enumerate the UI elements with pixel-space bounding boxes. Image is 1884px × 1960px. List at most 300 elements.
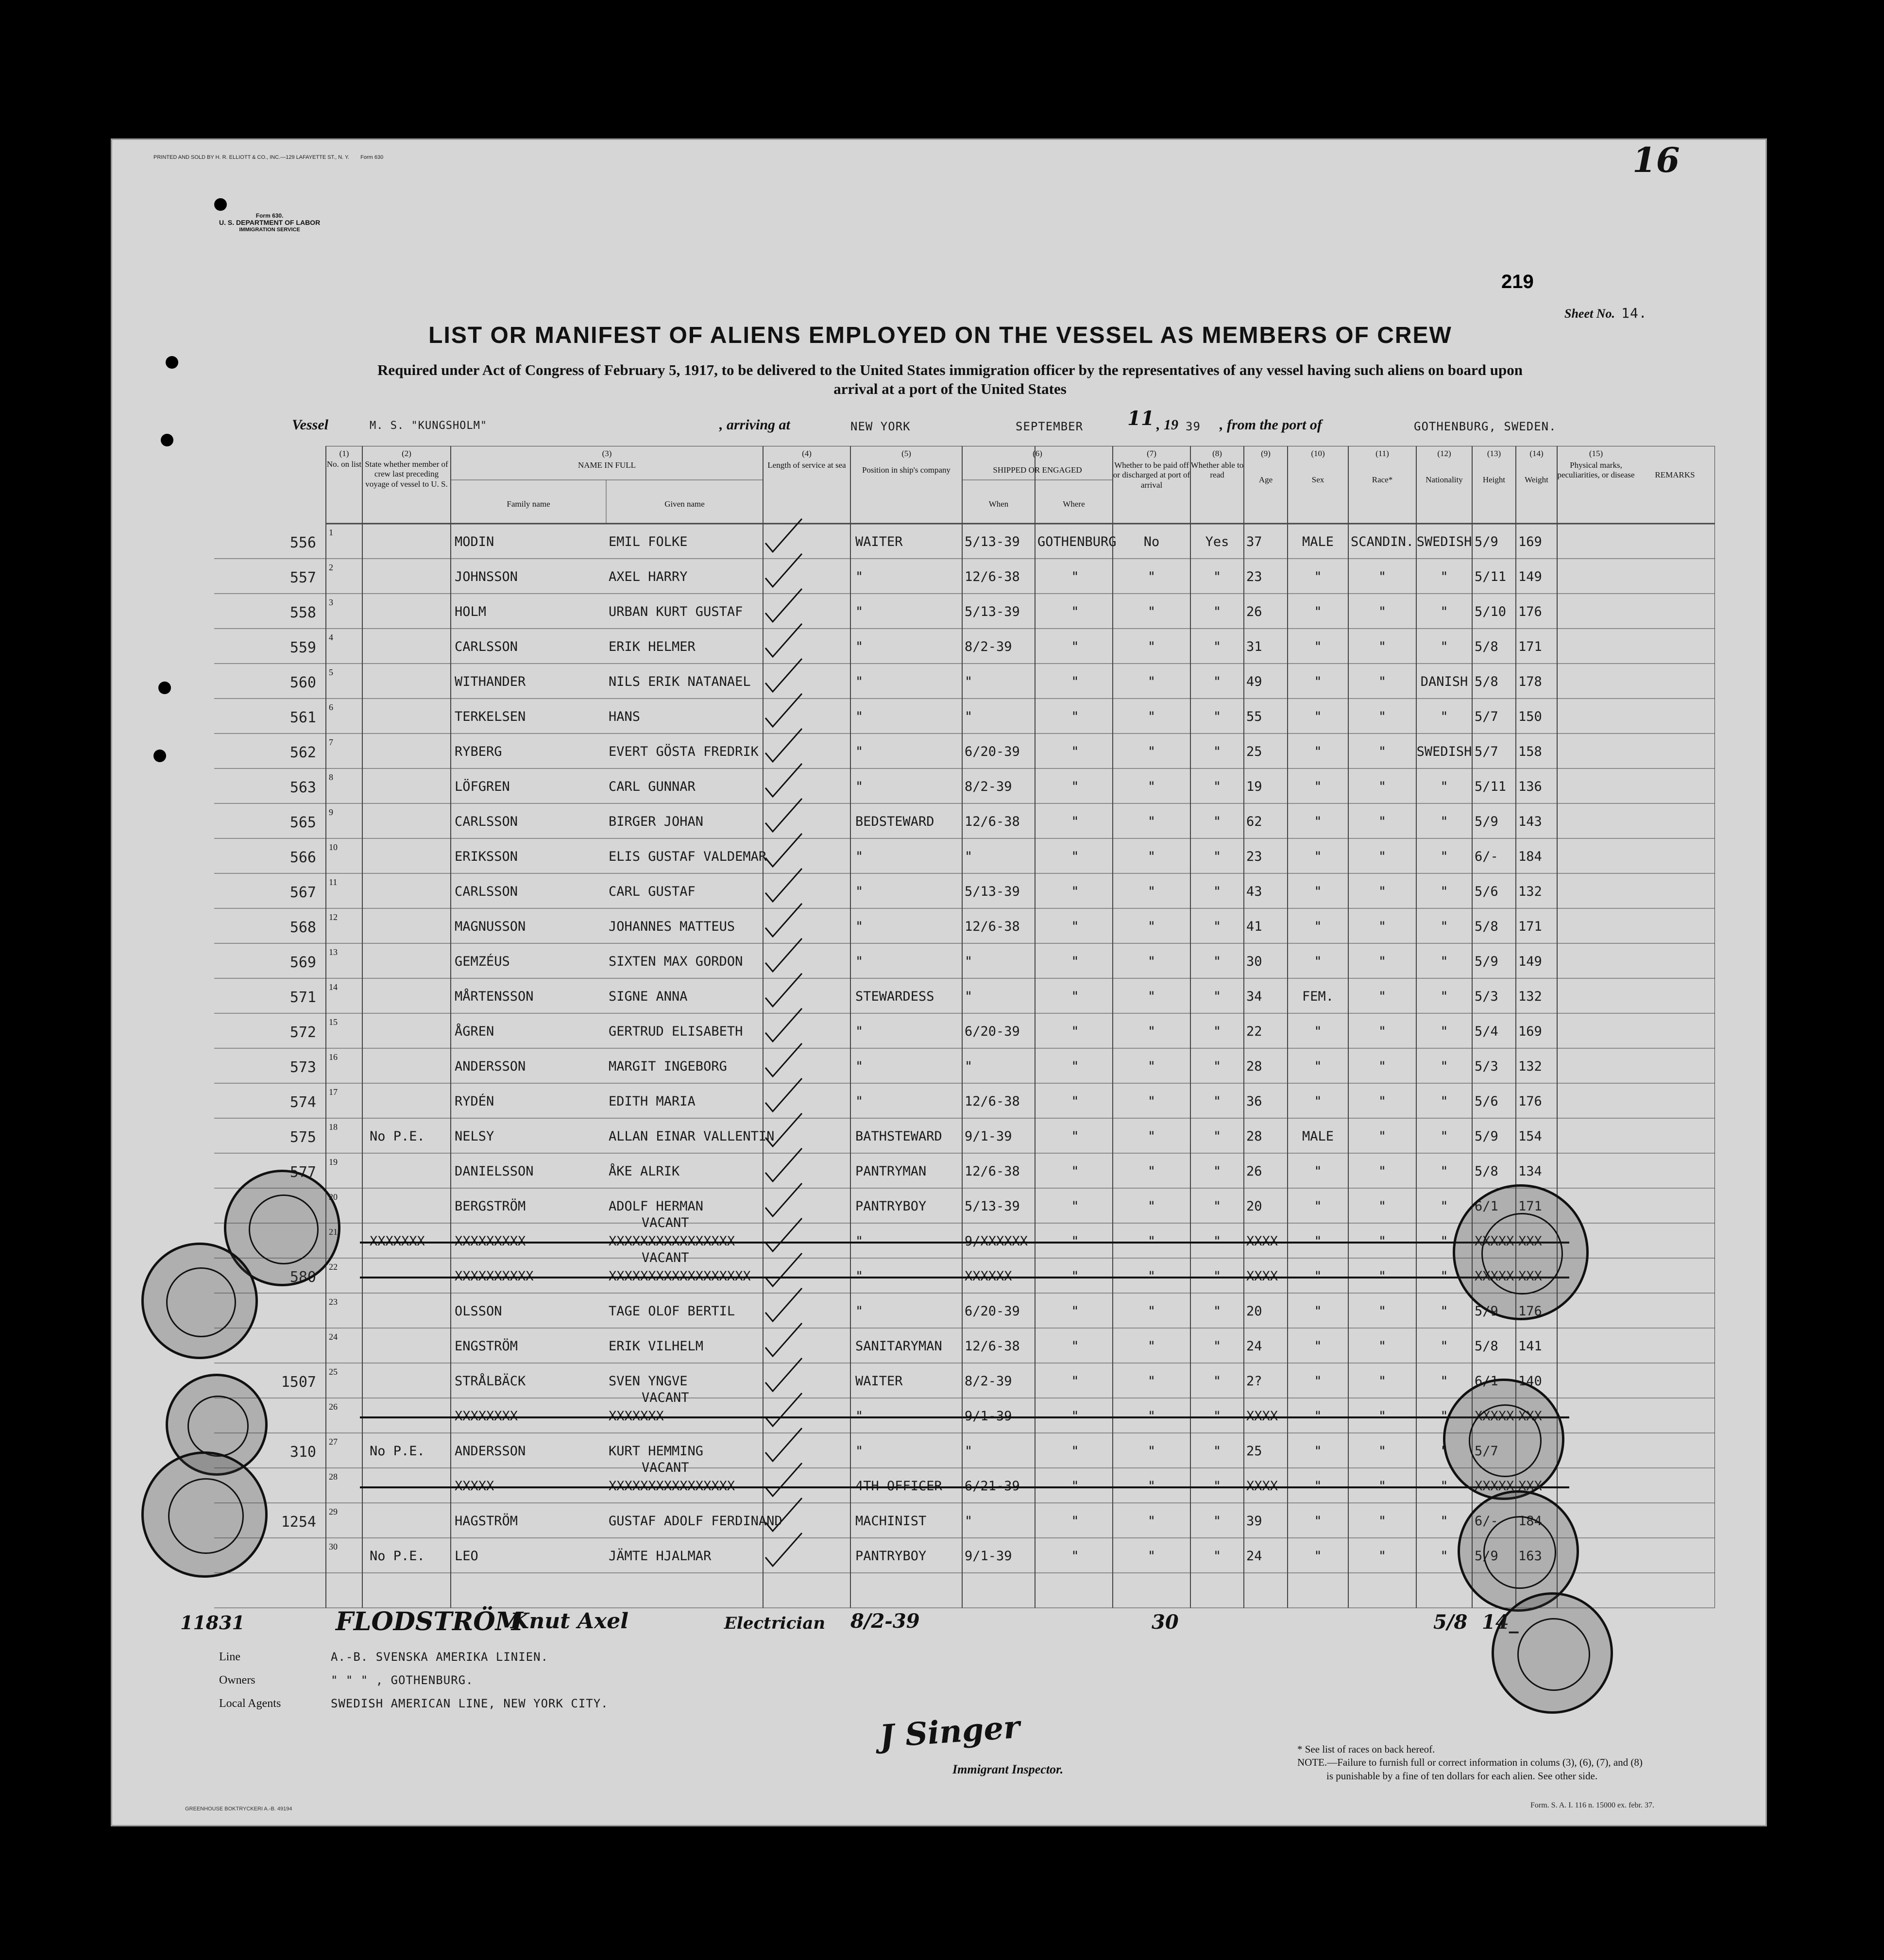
punch-hole xyxy=(161,434,173,446)
row-prev-voyage: No P.E. xyxy=(370,1549,425,1564)
row-age: 25 xyxy=(1246,1444,1262,1459)
row-sex: " xyxy=(1314,954,1322,969)
row-shipped-where: " xyxy=(1071,814,1079,829)
row-shipped-where: " xyxy=(1071,1444,1079,1459)
line-value: A.-B. SVENSKA AMERIKA LINIEN. xyxy=(331,1650,549,1664)
row-list-number: 3 xyxy=(329,597,333,607)
row-given-name: ADOLF HERMAN xyxy=(609,1199,704,1214)
row-shipped-when: 8/2-39 xyxy=(965,1374,1012,1389)
arrival-month: SEPTEMBER xyxy=(1016,420,1084,433)
row-family-name: RYDÉN xyxy=(455,1094,494,1109)
from-port: GOTHENBURG, SWEDEN. xyxy=(1414,420,1557,433)
row-position: " xyxy=(855,884,864,899)
row-position: WAITER xyxy=(855,534,903,549)
row-height: 5/8 xyxy=(1475,639,1498,654)
row-height: 5/9 xyxy=(1475,1129,1498,1144)
consulate-stamp xyxy=(1453,1184,1589,1320)
row-able-read: " xyxy=(1213,919,1222,934)
row-left-number: 563 xyxy=(289,779,316,796)
row-age: 37 xyxy=(1246,534,1262,549)
row-height: 6/- xyxy=(1475,1514,1498,1529)
row-given-name: BIRGER JOHAN xyxy=(609,814,704,829)
row-given-name: HANS xyxy=(609,709,641,724)
row-family-name: WITHANDER xyxy=(455,674,526,689)
footer-block xyxy=(219,1648,948,1718)
header-no-on-list: No. on list xyxy=(326,460,362,469)
row-prev-voyage: No P.E. xyxy=(370,1129,425,1144)
row-shipped-when: 5/13-39 xyxy=(965,884,1020,899)
printer-line xyxy=(153,154,383,160)
row-left-number: 571 xyxy=(289,989,316,1006)
row-list-number: 7 xyxy=(329,737,333,747)
row-sex: " xyxy=(1314,849,1322,864)
row-left-number: 557 xyxy=(289,569,316,586)
row-race: " xyxy=(1378,639,1387,654)
printer-footer: GREENHOUSE BOKTRYCKERI A.-B. 49194 xyxy=(185,1806,292,1812)
row-given-name: EVERT GÖSTA FREDRIK xyxy=(609,744,759,759)
row-left-number: 574 xyxy=(289,1094,316,1111)
row-weight: 136 xyxy=(1518,779,1542,794)
row-weight: 149 xyxy=(1518,569,1542,584)
row-age: 20 xyxy=(1246,1304,1262,1319)
row-given-name: URBAN KURT GUSTAF xyxy=(609,604,743,619)
row-list-number: 11 xyxy=(329,877,338,887)
row-left-number: 572 xyxy=(289,1024,316,1041)
row-list-number: 29 xyxy=(329,1507,338,1517)
row-position: BATHSTEWARD xyxy=(855,1129,942,1144)
row-race: " xyxy=(1378,849,1387,864)
row-position: PANTRYBOY xyxy=(855,1549,927,1564)
row-list-number: 17 xyxy=(329,1087,338,1097)
hw-age: 30 xyxy=(1152,1611,1179,1634)
header-remarks: REMARKS xyxy=(1655,470,1695,479)
row-nationality: " xyxy=(1440,1199,1448,1214)
row-shipped-where: " xyxy=(1071,1304,1079,1319)
row-shipped-where: " xyxy=(1071,744,1079,759)
row-shipped-when: 12/6-38 xyxy=(965,1094,1020,1109)
row-paid-off: " xyxy=(1147,1339,1156,1354)
from-port-label: , from the port of xyxy=(1220,417,1322,433)
row-age: 30 xyxy=(1246,954,1262,969)
arrival-day: 11 xyxy=(1127,407,1154,430)
row-left-number: 558 xyxy=(289,604,316,621)
row-race: " xyxy=(1378,709,1387,724)
row-race: SCANDIN. xyxy=(1350,534,1414,549)
row-given-name: SIXTEN MAX GORDON xyxy=(609,954,743,969)
row-race: " xyxy=(1378,1444,1387,1459)
column-number: (9) xyxy=(1261,449,1271,458)
row-shipped-where: " xyxy=(1071,1164,1079,1179)
punch-hole xyxy=(153,750,166,762)
header-able-read: Whether able to read xyxy=(1190,460,1244,480)
row-nationality: " xyxy=(1440,884,1448,899)
row-sex: " xyxy=(1314,709,1322,724)
row-shipped-when: 12/6-38 xyxy=(965,919,1020,934)
hw-list-number: 31 xyxy=(219,1612,245,1634)
row-paid-off: " xyxy=(1147,744,1156,759)
printer-form: Form 630 xyxy=(360,154,384,160)
column-number: (6) xyxy=(1033,449,1042,458)
row-paid-off: No xyxy=(1143,534,1160,549)
row-weight: 169 xyxy=(1518,1024,1542,1039)
row-left-number: 561 xyxy=(289,709,316,726)
arrival-port: NEW YORK xyxy=(850,420,911,433)
row-nationality: " xyxy=(1440,1444,1448,1459)
line-row xyxy=(219,1648,948,1671)
row-shipped-where: " xyxy=(1071,989,1079,1004)
row-position: " xyxy=(855,954,864,969)
row-left-number: 569 xyxy=(289,954,316,971)
page-subtitle xyxy=(185,361,1715,399)
inspector-label: Immigrant Inspector. xyxy=(952,1762,1064,1776)
row-list-number: 19 xyxy=(329,1157,338,1167)
row-age: 28 xyxy=(1246,1129,1262,1144)
vessel-name: M. S. "KUNGSHOLM" xyxy=(370,420,488,432)
page-title: LIST OR MANIFEST OF ALIENS EMPLOYED ON THE VESSEL AS MEMBERS OF CREW xyxy=(428,323,1452,348)
row-sex: " xyxy=(1314,604,1322,619)
row-age: 2? xyxy=(1246,1374,1262,1389)
row-race: " xyxy=(1378,814,1387,829)
row-left-number: 575 xyxy=(289,1129,316,1146)
hw-given-name: Knut Axel xyxy=(510,1609,628,1634)
row-position: " xyxy=(855,569,864,584)
row-shipped-where: " xyxy=(1071,779,1079,794)
row-paid-off: " xyxy=(1147,604,1156,619)
row-weight: 171 xyxy=(1518,919,1542,934)
row-given-name: EDITH MARIA xyxy=(609,1094,696,1109)
row-race: " xyxy=(1378,919,1387,934)
inspector-signature: J Singer xyxy=(878,1709,1021,1755)
row-shipped-when: " xyxy=(965,849,973,864)
row-given-name: NILS ERIK NATANAEL xyxy=(609,674,751,689)
row-age: 62 xyxy=(1246,814,1262,829)
strike-through-line xyxy=(360,1277,1569,1278)
row-list-number: 13 xyxy=(329,947,338,957)
row-age: 36 xyxy=(1246,1094,1262,1109)
row-left-number: 310 xyxy=(289,1444,316,1461)
row-nationality: " xyxy=(1440,569,1448,584)
column-number: (2) xyxy=(402,449,411,458)
row-list-number: 21 xyxy=(329,1227,338,1237)
row-given-name: KURT HEMMING xyxy=(609,1444,704,1459)
header-when: When xyxy=(988,499,1009,509)
arriving-label: , arriving at xyxy=(719,417,790,433)
consulate-stamp xyxy=(1443,1379,1564,1500)
row-position: SANITARYMAN xyxy=(855,1339,942,1354)
row-paid-off: " xyxy=(1147,1304,1156,1319)
row-paid-off: " xyxy=(1147,919,1156,934)
row-given-name: ÅKE ALRIK xyxy=(609,1164,680,1179)
row-able-read: " xyxy=(1213,1304,1222,1319)
row-paid-off: " xyxy=(1147,1129,1156,1144)
row-height: 5/6 xyxy=(1475,884,1498,899)
row-sex: " xyxy=(1314,1164,1322,1179)
header-shipped: SHIPPED OR ENGAGED xyxy=(993,465,1082,475)
row-family-name: JOHNSSON xyxy=(455,569,518,584)
row-sex: " xyxy=(1314,1444,1322,1459)
row-height: 6/- xyxy=(1475,849,1498,864)
column-number: (15) xyxy=(1589,449,1603,458)
row-list-number: 14 xyxy=(329,982,338,992)
row-nationality: " xyxy=(1440,709,1448,724)
row-family-name: STRÅLBÄCK xyxy=(455,1374,526,1389)
row-shipped-when: 12/6-38 xyxy=(965,569,1020,584)
row-weight: 150 xyxy=(1518,709,1542,724)
row-family-name: OLSSON xyxy=(455,1304,502,1319)
row-weight: 132 xyxy=(1518,884,1542,899)
column-number: (11) xyxy=(1375,449,1389,458)
row-height: 5/3 xyxy=(1475,989,1498,1004)
header-height: Height xyxy=(1482,475,1506,484)
column-number: (1) xyxy=(339,449,349,458)
row-shipped-when: 8/2-39 xyxy=(965,779,1012,794)
header-sex: Sex xyxy=(1311,475,1324,484)
row-nationality: " xyxy=(1440,1129,1448,1144)
row-shipped-when: 12/6-38 xyxy=(965,1164,1020,1179)
row-family-name: ANDERSSON xyxy=(455,1444,526,1459)
row-able-read: " xyxy=(1213,569,1222,584)
header-race: Race* xyxy=(1372,475,1393,484)
row-nationality: " xyxy=(1440,1164,1448,1179)
row-position: " xyxy=(855,1444,864,1459)
row-family-name: BERGSTRÖM xyxy=(455,1199,526,1214)
row-shipped-when: 9/1-39 xyxy=(965,1129,1012,1144)
row-height: 5/8 xyxy=(1475,1164,1498,1179)
row-shipped-where: " xyxy=(1071,709,1079,724)
row-height: 5/11 xyxy=(1475,779,1507,794)
hw-weight: 14_ xyxy=(1482,1611,1519,1634)
row-shipped-when: " xyxy=(965,709,973,724)
row-given-name: JÄMTE HJALMAR xyxy=(609,1549,712,1564)
row-age: 43 xyxy=(1246,884,1262,899)
row-weight: 140 xyxy=(1518,1374,1542,1389)
row-weight: 171 xyxy=(1518,639,1542,654)
header-length-service: Length of service at sea xyxy=(767,460,846,470)
row-shipped-where: " xyxy=(1071,1374,1079,1389)
row-weight: 149 xyxy=(1518,954,1542,969)
row-paid-off: " xyxy=(1147,1199,1156,1214)
row-weight: 176 xyxy=(1518,1094,1542,1109)
row-able-read: " xyxy=(1213,639,1222,654)
row-shipped-where: " xyxy=(1071,639,1079,654)
row-able-read: " xyxy=(1213,779,1222,794)
row-shipped-where: " xyxy=(1071,849,1079,864)
row-race: " xyxy=(1378,779,1387,794)
strike-through-line xyxy=(360,1242,1569,1244)
row-height: 6/1 xyxy=(1475,1199,1498,1214)
form-footer: Form. S. A. I. 116 n. 15000 ex. febr. 37. xyxy=(1530,1801,1654,1809)
hw-left-number: 118 xyxy=(180,1612,219,1634)
agents-value: SWEDISH AMERICAN LINE, NEW YORK CITY. xyxy=(331,1697,609,1710)
row-paid-off: " xyxy=(1147,1024,1156,1039)
row-vacant-label: VACANT xyxy=(642,1460,689,1475)
row-nationality: SWEDISH xyxy=(1416,534,1472,549)
row-left-number: 580 xyxy=(289,1269,316,1286)
row-shipped-when: " xyxy=(965,1059,973,1074)
row-sex: " xyxy=(1314,919,1322,934)
year-prefix: , 19 xyxy=(1156,417,1178,433)
row-nationality: " xyxy=(1440,1374,1448,1389)
row-sex: " xyxy=(1314,1024,1322,1039)
row-shipped-where: " xyxy=(1071,884,1079,899)
row-shipped-where: " xyxy=(1071,1199,1079,1214)
row-left-number: 577 xyxy=(289,1164,316,1181)
row-able-read: " xyxy=(1213,709,1222,724)
row-nationality: " xyxy=(1440,989,1448,1004)
column-number: (4) xyxy=(802,449,812,458)
row-sex: " xyxy=(1314,569,1322,584)
row-paid-off: " xyxy=(1147,989,1156,1004)
row-race: " xyxy=(1378,1549,1387,1564)
row-race: " xyxy=(1378,884,1387,899)
row-left-number: 1254 xyxy=(281,1514,316,1531)
row-age: 25 xyxy=(1246,744,1262,759)
column-number: (7) xyxy=(1147,449,1156,458)
row-list-number: 2 xyxy=(329,562,333,572)
row-list-number: 18 xyxy=(329,1122,338,1132)
row-nationality: " xyxy=(1440,1024,1448,1039)
row-given-name: MARGIT INGEBORG xyxy=(609,1059,727,1074)
page-number: 219 xyxy=(1501,271,1534,292)
row-given-name: GUSTAF ADOLF FERDINAND xyxy=(609,1514,782,1529)
row-family-name: CARLSSON xyxy=(455,814,518,829)
header-family-name: Family name xyxy=(507,499,550,509)
row-position: " xyxy=(855,709,864,724)
row-position: " xyxy=(855,1094,864,1109)
row-age: 20 xyxy=(1246,1199,1262,1214)
row-given-name: ALLAN EINAR VALLENTIN xyxy=(609,1129,775,1144)
row-age: 39 xyxy=(1246,1514,1262,1529)
row-family-name: TERKELSEN xyxy=(455,709,526,724)
row-list-number: 1 xyxy=(329,528,333,537)
row-able-read: " xyxy=(1213,849,1222,864)
sheet-value: 14. xyxy=(1621,305,1647,321)
row-age: 26 xyxy=(1246,604,1262,619)
row-able-read: " xyxy=(1213,1444,1222,1459)
row-able-read: " xyxy=(1213,604,1222,619)
row-sex: " xyxy=(1314,639,1322,654)
header-paid-off: Whether to be paid off or discharged at port of arrival xyxy=(1113,460,1190,490)
row-list-number: 25 xyxy=(329,1367,338,1377)
row-age: 24 xyxy=(1246,1549,1262,1564)
row-weight: 143 xyxy=(1518,814,1542,829)
row-race: " xyxy=(1378,989,1387,1004)
row-nationality: " xyxy=(1440,814,1448,829)
punch-hole xyxy=(214,198,227,211)
row-sex: " xyxy=(1314,1374,1322,1389)
row-family-name: ANDERSSON xyxy=(455,1059,526,1074)
row-paid-off: " xyxy=(1147,954,1156,969)
row-able-read: Yes xyxy=(1205,534,1229,549)
row-age: 55 xyxy=(1246,709,1262,724)
row-able-read: " xyxy=(1213,1374,1222,1389)
column-number: (10) xyxy=(1311,449,1325,458)
row-family-name: RYBERG xyxy=(455,744,502,759)
row-list-number: 26 xyxy=(329,1402,338,1412)
row-shipped-where: " xyxy=(1071,1129,1079,1144)
row-list-number: 15 xyxy=(329,1017,338,1027)
row-position: MACHINIST xyxy=(855,1514,927,1529)
sheet-no-handwritten: 16 xyxy=(1632,140,1680,180)
row-weight: 184 xyxy=(1518,1514,1542,1529)
row-family-name: MAGNUSSON xyxy=(455,919,526,934)
row-sex: " xyxy=(1314,744,1322,759)
row-weight: 132 xyxy=(1518,989,1542,1004)
row-weight: 178 xyxy=(1518,674,1542,689)
row-paid-off: " xyxy=(1147,884,1156,899)
row-list-number: 6 xyxy=(329,702,333,712)
row-nationality: DANISH xyxy=(1420,674,1468,689)
row-race: " xyxy=(1378,1094,1387,1109)
row-age: 31 xyxy=(1246,639,1262,654)
row-shipped-where: " xyxy=(1071,1094,1079,1109)
row-height: 5/10 xyxy=(1475,604,1507,619)
row-list-number: 10 xyxy=(329,842,338,852)
row-able-read: " xyxy=(1213,884,1222,899)
row-weight: 141 xyxy=(1518,1339,1542,1354)
row-height: 5/9 xyxy=(1475,1549,1498,1564)
row-list-number: 4 xyxy=(329,632,333,642)
row-given-name: AXEL HARRY xyxy=(609,569,688,584)
line-label: Line xyxy=(219,1651,240,1663)
row-shipped-when: " xyxy=(965,1444,973,1459)
row-able-read: " xyxy=(1213,1094,1222,1109)
row-sex: " xyxy=(1314,1199,1322,1214)
row-able-read: " xyxy=(1213,954,1222,969)
row-left-number: 566 xyxy=(289,849,316,866)
row-height: 5/8 xyxy=(1475,674,1498,689)
row-position: " xyxy=(855,674,864,689)
row-list-number: 8 xyxy=(329,772,333,782)
row-sex: " xyxy=(1314,1094,1322,1109)
row-family-name: CARLSSON xyxy=(455,639,518,654)
department-block xyxy=(219,213,320,233)
row-able-read: " xyxy=(1213,744,1222,759)
row-sex: FEM. xyxy=(1302,989,1334,1004)
row-list-number: 22 xyxy=(329,1262,338,1272)
row-weight: 154 xyxy=(1518,1129,1542,1144)
row-position: " xyxy=(855,604,864,619)
row-weight: 163 xyxy=(1518,1549,1542,1564)
row-position: PANTRYMAN xyxy=(855,1164,927,1179)
row-height: 5/7 xyxy=(1475,744,1498,759)
row-height: 5/9 xyxy=(1475,814,1498,829)
row-given-name: TAGE OLOF BERTIL xyxy=(609,1304,735,1319)
row-paid-off: " xyxy=(1147,779,1156,794)
row-weight: 184 xyxy=(1518,849,1542,864)
row-list-number: 9 xyxy=(329,807,333,817)
row-left-number: 556 xyxy=(289,534,316,551)
row-able-read: " xyxy=(1213,1199,1222,1214)
row-height: 5/3 xyxy=(1475,1059,1498,1074)
row-paid-off: " xyxy=(1147,1374,1156,1389)
row-given-name: CARL GUSTAF xyxy=(609,884,696,899)
subtitle-line-2: arrival at a port of the United States xyxy=(833,380,1067,397)
row-height: 5/7 xyxy=(1475,1444,1498,1459)
note-block xyxy=(1297,1743,1734,1783)
row-prev-voyage: No P.E. xyxy=(370,1444,425,1459)
row-family-name: LEO xyxy=(455,1549,478,1564)
row-list-number: 28 xyxy=(329,1472,338,1482)
hw-position: Electrician xyxy=(724,1614,826,1633)
row-able-read: " xyxy=(1213,1514,1222,1529)
row-weight: 176 xyxy=(1518,1304,1542,1319)
row-family-name: HOLM xyxy=(455,604,487,619)
row-weight: 171 xyxy=(1518,1199,1542,1214)
row-able-read: " xyxy=(1213,1549,1222,1564)
row-height: 5/8 xyxy=(1475,919,1498,934)
row-shipped-when: 6/20-39 xyxy=(965,744,1020,759)
